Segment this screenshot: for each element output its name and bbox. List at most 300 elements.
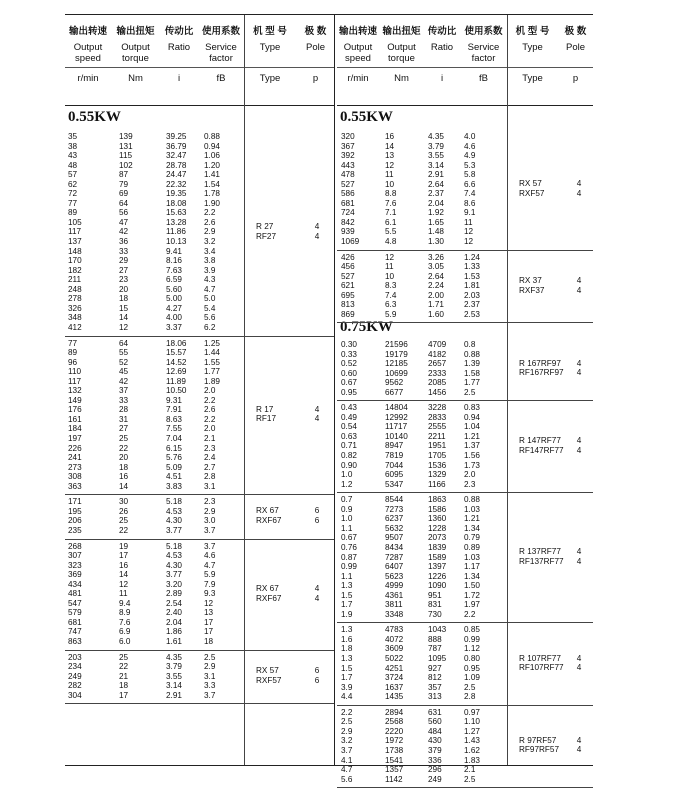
table-cell: 2.89 — [166, 589, 182, 599]
value-column — [464, 403, 480, 489]
table-cell: 308 — [68, 472, 82, 482]
table-cell: 25 — [119, 434, 129, 444]
table-cell: 1.90 — [204, 198, 220, 208]
table-cell: 478 — [341, 170, 355, 180]
table-cell: 0.88 — [464, 495, 480, 505]
table-cell: 31 — [119, 414, 129, 424]
table-cell: 12 — [464, 237, 474, 247]
table-cell: 456 — [341, 262, 355, 272]
table-cell: 1.89 — [204, 376, 220, 386]
table-cell: 1.43 — [464, 736, 480, 746]
table-cell: 4361 — [385, 590, 404, 600]
table-cell: 9562 — [385, 378, 404, 388]
table-cell: 2220 — [385, 726, 404, 736]
table-cell: 3.8 — [204, 256, 216, 266]
value-column — [428, 495, 446, 619]
table-cell: 2.54 — [166, 598, 182, 608]
table-cell: 3.77 — [166, 570, 182, 580]
table-cell: 171 — [68, 497, 82, 507]
table-cell: 4.4 — [341, 692, 353, 702]
pole-count: 6 6 — [314, 506, 320, 525]
table-cell: 5.9 — [385, 309, 397, 319]
table-cell: 831 — [428, 600, 442, 610]
table-cell: 2.3 — [204, 497, 216, 507]
table-cell: 6407 — [385, 562, 404, 572]
table-cell: 4999 — [385, 581, 404, 591]
table-cell: 1.25 — [204, 338, 220, 348]
value-column — [68, 132, 82, 332]
table-cell: 787 — [428, 644, 442, 654]
table-cell: 8434 — [385, 542, 404, 552]
table-cell: 20 — [119, 284, 129, 294]
table-cell: 4.30 — [166, 560, 182, 570]
model-type: R 27 RF27 — [256, 222, 277, 241]
table-cell: 2.91 — [166, 690, 182, 700]
table-cell: 1228 — [428, 523, 447, 533]
table-cell: 56 — [119, 208, 129, 218]
table-cell: 15.57 — [166, 348, 187, 358]
table-cell: 0.82 — [341, 451, 357, 461]
table-cell: 2085 — [428, 378, 447, 388]
table-cell: 1.5 — [341, 663, 353, 673]
table-cell: 102 — [119, 160, 133, 170]
table-cell: 2.6 — [204, 405, 216, 415]
table-cell: 304 — [68, 690, 82, 700]
table-cell: 1.48 — [428, 227, 444, 237]
table-cell: 28 — [119, 405, 129, 415]
value-column — [385, 253, 396, 320]
table-cell: 4.8 — [385, 237, 397, 247]
table-cell: 131 — [119, 141, 133, 151]
model-group — [337, 622, 593, 705]
table-cell: 484 — [428, 726, 442, 736]
table-cell: 1.04 — [464, 422, 480, 432]
table-cell: 1.2 — [341, 479, 353, 489]
table-cell: 3.79 — [428, 141, 444, 151]
table-cell: 5.8 — [464, 170, 476, 180]
header-en: Pole — [305, 42, 325, 53]
table-cell: 24.47 — [166, 170, 187, 180]
table-cell: 25 — [119, 516, 129, 526]
header-unit: r/min — [347, 73, 369, 84]
model-group — [65, 539, 335, 651]
table-cell: 170 — [68, 256, 82, 266]
table-cell: 16 — [385, 132, 395, 141]
table-cell: 3.77 — [166, 525, 182, 535]
table-cell: 3811 — [385, 600, 403, 610]
table-cell: 2.00 — [428, 290, 444, 300]
table-cell: 2.6 — [204, 217, 216, 227]
table-cell: 17 — [204, 627, 214, 637]
table-cell: 14 — [119, 481, 129, 491]
table-cell: 5.0 — [204, 294, 216, 304]
table-cell: 1.78 — [204, 189, 220, 199]
table-cell: 3.7 — [204, 525, 216, 535]
value-column — [166, 542, 182, 647]
table-cell: 0.99 — [341, 562, 357, 572]
table-cell: 2.4 — [204, 453, 216, 463]
table-cell: 1.10 — [464, 717, 480, 727]
table-cell: 2.9 — [341, 726, 353, 736]
table-cell: 9.1 — [464, 208, 476, 218]
model-group — [65, 336, 335, 496]
table-cell: 1.60 — [428, 309, 444, 319]
table-cell: 89 — [68, 208, 78, 218]
table-cell: 4.0 — [464, 132, 476, 141]
value-column — [166, 132, 187, 332]
table-cell: 278 — [68, 294, 82, 304]
table-cell: 11.89 — [166, 376, 186, 386]
table-cell: 11 — [119, 589, 128, 599]
table-cell: 4.1 — [341, 755, 353, 765]
table-cell: 1357 — [385, 765, 404, 775]
left-panel — [65, 15, 335, 765]
value-column — [428, 253, 444, 320]
table-cell: 0.79 — [464, 533, 480, 543]
table-cell: 2.5 — [341, 717, 353, 727]
table-cell: 249 — [428, 774, 442, 784]
table-cell: 1.58 — [464, 368, 480, 378]
table-cell: 1.06 — [204, 151, 220, 161]
table-cell: 2.3 — [204, 443, 216, 453]
table-cell: 1.39 — [464, 359, 480, 369]
value-column — [385, 340, 408, 397]
header-zh: 输出扭矩 — [382, 26, 421, 37]
table-cell: 18 — [119, 462, 129, 472]
table-cell: 1226 — [428, 571, 447, 581]
value-column — [385, 625, 403, 701]
table-cell: 4.35 — [428, 132, 444, 141]
value-column — [119, 653, 128, 701]
table-cell: 9.3 — [204, 589, 216, 599]
table-cell: 7.6 — [385, 198, 397, 208]
table-cell: 631 — [428, 707, 442, 717]
table-cell: 0.76 — [341, 542, 357, 552]
table-cell: 2.0 — [464, 470, 476, 480]
value-column — [166, 497, 182, 535]
value-column — [428, 403, 446, 489]
header-unit: Nm — [128, 73, 143, 84]
table-cell: 1.0 — [341, 514, 353, 524]
table-cell: 47 — [119, 217, 129, 227]
table-cell: 4.00 — [166, 313, 182, 323]
table-cell: 0.88 — [464, 349, 480, 359]
table-cell: 2073 — [428, 533, 447, 543]
table-cell: 4.35 — [166, 652, 182, 662]
table-cell: 0.54 — [341, 422, 357, 432]
table-cell: 4182 — [428, 349, 447, 359]
table-cell: 2.40 — [166, 608, 182, 618]
table-cell: 8.63 — [166, 414, 182, 424]
table-cell: 1.17 — [464, 562, 480, 572]
table-cell: 2.03 — [464, 290, 480, 300]
value-column — [68, 497, 82, 535]
table-cell: 33 — [119, 246, 129, 256]
table-cell: 0.60 — [341, 368, 357, 378]
power-title: 0.55KW — [68, 109, 121, 125]
table-cell: 1397 — [428, 562, 447, 572]
table-cell: 79 — [119, 179, 129, 189]
header-zh: 传动比 — [164, 26, 194, 37]
table-cell: 6095 — [385, 470, 404, 480]
header-row — [337, 15, 593, 106]
table-cell: 951 — [428, 590, 442, 600]
table-cell: 206 — [68, 516, 82, 526]
table-cell: 5.76 — [166, 453, 182, 463]
header-row — [65, 15, 335, 106]
table-cell: 1360 — [428, 514, 447, 524]
table-cell: 115 — [119, 151, 133, 161]
table-cell: 9.31 — [166, 395, 182, 405]
table-cell: 4.7 — [204, 560, 216, 570]
table-cell: 0.87 — [341, 552, 357, 562]
value-column — [385, 495, 403, 619]
table-cell: 226 — [68, 443, 82, 453]
table-cell: 7.4 — [464, 189, 476, 199]
header-zh: 传动比 — [427, 26, 457, 37]
header-unit: i — [440, 73, 444, 84]
table-cell: 0.88 — [204, 132, 220, 141]
value-column — [204, 497, 215, 535]
table-cell: 8.6 — [464, 198, 476, 208]
table-cell: 296 — [428, 765, 442, 775]
header-speed — [65, 15, 111, 105]
table-cell: 1.09 — [464, 673, 480, 683]
table-cell: 13.28 — [166, 217, 187, 227]
table-cell: 7.9 — [204, 579, 216, 589]
table-cell: 1.54 — [204, 179, 220, 189]
table-cell: 2.2 — [464, 609, 476, 619]
table-cell: 55 — [119, 348, 129, 358]
table-cell: 12 — [385, 160, 395, 170]
table-cell: 0.95 — [464, 663, 480, 673]
table-cell: 0.67 — [341, 378, 357, 388]
table-cell: 2.04 — [428, 198, 444, 208]
header-en: Ratio — [430, 42, 454, 53]
table-cell: 1.77 — [464, 378, 480, 388]
value-column — [68, 542, 82, 647]
model-type: RX 57 RXF57 — [519, 179, 545, 198]
table-cell: 3.37 — [166, 322, 182, 332]
header-unit: fB — [479, 73, 488, 84]
table-cell: 2.9 — [204, 506, 216, 516]
table-cell: 0.49 — [341, 412, 357, 422]
model-group — [65, 129, 335, 337]
table-cell: 1.24 — [464, 252, 480, 262]
table-cell: 14.52 — [166, 357, 187, 367]
model-group — [337, 337, 593, 401]
header-zh: 使用系数 — [201, 26, 240, 37]
table-cell: 1.56 — [464, 451, 480, 461]
table-cell: 1.21 — [464, 431, 480, 441]
table-cell: 5.4 — [204, 303, 216, 313]
table-cell: 12 — [464, 227, 474, 237]
header-en: Output speed — [73, 42, 103, 64]
table-cell: 23 — [119, 275, 129, 285]
table-cell: 0.30 — [341, 340, 357, 349]
table-cell: 3609 — [385, 644, 404, 654]
table-cell: 3.2 — [204, 237, 216, 247]
table-cell: 842 — [341, 217, 355, 227]
table-cell: 6.59 — [166, 275, 182, 285]
table-cell: 1705 — [428, 451, 447, 461]
table-cell: 3.55 — [428, 151, 444, 161]
table-cell: 30 — [119, 497, 129, 507]
table-cell: 0.33 — [341, 349, 357, 359]
table-cell: 1.3 — [341, 581, 353, 591]
table-cell: 8.16 — [166, 256, 182, 266]
table-cell: 1.12 — [464, 644, 480, 654]
table-cell: 0.94 — [464, 412, 480, 422]
header-sf — [460, 15, 507, 105]
table-cell: 10 — [385, 271, 395, 281]
table-cell: 1456 — [428, 387, 447, 397]
table-cell: 7.91 — [166, 405, 182, 415]
table-cell: 863 — [68, 637, 82, 647]
table-cell: 0.95 — [341, 387, 357, 397]
table-cell: 10140 — [385, 431, 408, 441]
table-cell: 527 — [341, 179, 355, 189]
table-cell: 1.20 — [204, 160, 220, 170]
table-cell: 812 — [428, 673, 442, 683]
table-cell: 1.34 — [464, 523, 480, 533]
value-column — [428, 708, 442, 784]
table-cell: 6.1 — [385, 217, 397, 227]
table-cell: 197 — [68, 434, 82, 444]
table-cell: 32.47 — [166, 151, 187, 161]
table-cell: 16 — [119, 472, 129, 482]
table-cell: 18 — [204, 637, 214, 647]
table-cell: 307 — [68, 551, 82, 561]
table-cell: 22.32 — [166, 179, 187, 189]
table-cell: 96 — [68, 357, 78, 367]
table-cell: 2.5 — [204, 652, 216, 662]
table-cell: 2.5 — [464, 774, 476, 784]
table-cell: 927 — [428, 663, 442, 673]
table-cell: 1.03 — [464, 552, 480, 562]
table-cell: 149 — [68, 395, 82, 405]
table-cell: 6.0 — [119, 637, 131, 647]
table-cell: 241 — [68, 453, 82, 463]
table-cell: 0.52 — [341, 359, 357, 369]
table-cell: 4783 — [385, 625, 404, 635]
table-cell: 2211 — [428, 431, 446, 441]
table-cell: 7.04 — [166, 434, 182, 444]
table-cell: 1.7 — [341, 673, 353, 683]
table-cell: 1.53 — [464, 271, 480, 281]
table-cell: 57 — [68, 170, 78, 180]
table-cell: 2.8 — [204, 472, 216, 482]
table-cell: 45 — [119, 367, 129, 377]
table-cell: 110 — [68, 367, 82, 377]
table-cell: 268 — [68, 541, 82, 551]
table-cell: 586 — [341, 189, 355, 199]
header-zh: 极 数 — [304, 26, 327, 37]
table-cell: 2.5 — [464, 387, 476, 397]
table-cell: 5.60 — [166, 284, 182, 294]
table-cell: 248 — [68, 284, 82, 294]
table-cell: 11 — [385, 262, 394, 272]
table-cell: 1.83 — [464, 755, 480, 765]
table-cell: 1.55 — [204, 357, 220, 367]
table-cell: 1.3 — [341, 654, 353, 664]
header-en: Output torque — [121, 42, 150, 64]
table-cell: 392 — [341, 151, 355, 161]
table-cell: 1.61 — [166, 637, 182, 647]
table-cell: 1.5 — [341, 590, 353, 600]
table-cell: 0.7 — [341, 495, 353, 505]
header-ratio — [424, 15, 460, 105]
table-cell: 0.94 — [204, 141, 220, 151]
table-cell: 77 — [68, 338, 78, 348]
table-cell: 161 — [68, 414, 82, 424]
value-column — [464, 495, 480, 619]
table-cell: 3228 — [428, 403, 447, 413]
table-cell: 0.90 — [341, 460, 357, 470]
table-cell: 10.50 — [166, 386, 187, 396]
header-type — [244, 15, 296, 105]
model-group — [337, 129, 593, 251]
table-cell: 1090 — [428, 581, 447, 591]
table-cell: 1166 — [428, 479, 446, 489]
table-cell: 12992 — [385, 412, 408, 422]
table-cell: 12 — [385, 252, 395, 262]
table-cell: 1.8 — [341, 644, 353, 654]
table-cell: 4.3 — [204, 275, 216, 285]
table-cell: 1.50 — [464, 581, 480, 591]
model-type: R 147RF77 RF147RF77 — [519, 436, 564, 455]
table-cell: 8947 — [385, 441, 404, 451]
table-cell: 313 — [428, 692, 442, 702]
table-cell: 3.20 — [166, 579, 182, 589]
table-cell: 195 — [68, 506, 82, 516]
table-cell: 48 — [68, 160, 78, 170]
table-cell: 336 — [428, 755, 442, 765]
table-cell: 39.25 — [166, 132, 187, 141]
table-cell: 36 — [119, 237, 129, 247]
pole-count: 4 4 — [576, 436, 582, 455]
table-cell: 4.53 — [166, 551, 182, 561]
table-cell: 15 — [119, 303, 129, 313]
table-cell: 105 — [68, 217, 82, 227]
value-column — [68, 653, 82, 701]
table-cell: 11 — [464, 217, 473, 227]
table-cell: 4.51 — [166, 472, 182, 482]
table-cell: 62 — [68, 179, 78, 189]
table-cell: 5.6 — [204, 313, 216, 323]
table-cell: 13 — [385, 151, 395, 161]
table-cell: 547 — [68, 598, 82, 608]
table-cell: 87 — [119, 170, 129, 180]
value-column — [119, 542, 130, 647]
table-cell: 3.7 — [341, 745, 353, 755]
table-cell: 2894 — [385, 707, 404, 717]
table-cell: 1.1 — [341, 571, 353, 581]
pole-count: 4 4 — [314, 222, 320, 241]
value-column — [464, 132, 475, 247]
header-unit: p — [312, 73, 319, 84]
table-cell: 5.3 — [464, 160, 476, 170]
table-cell: 1095 — [428, 654, 447, 664]
table-cell: 117 — [68, 376, 82, 386]
table-cell: 18.06 — [166, 338, 187, 348]
table-cell: 11 — [385, 170, 394, 180]
header-zh: 极 数 — [564, 26, 587, 37]
model-group — [337, 492, 593, 623]
table-cell: 182 — [68, 265, 82, 275]
value-column — [341, 708, 352, 784]
table-cell: 20 — [119, 453, 129, 463]
